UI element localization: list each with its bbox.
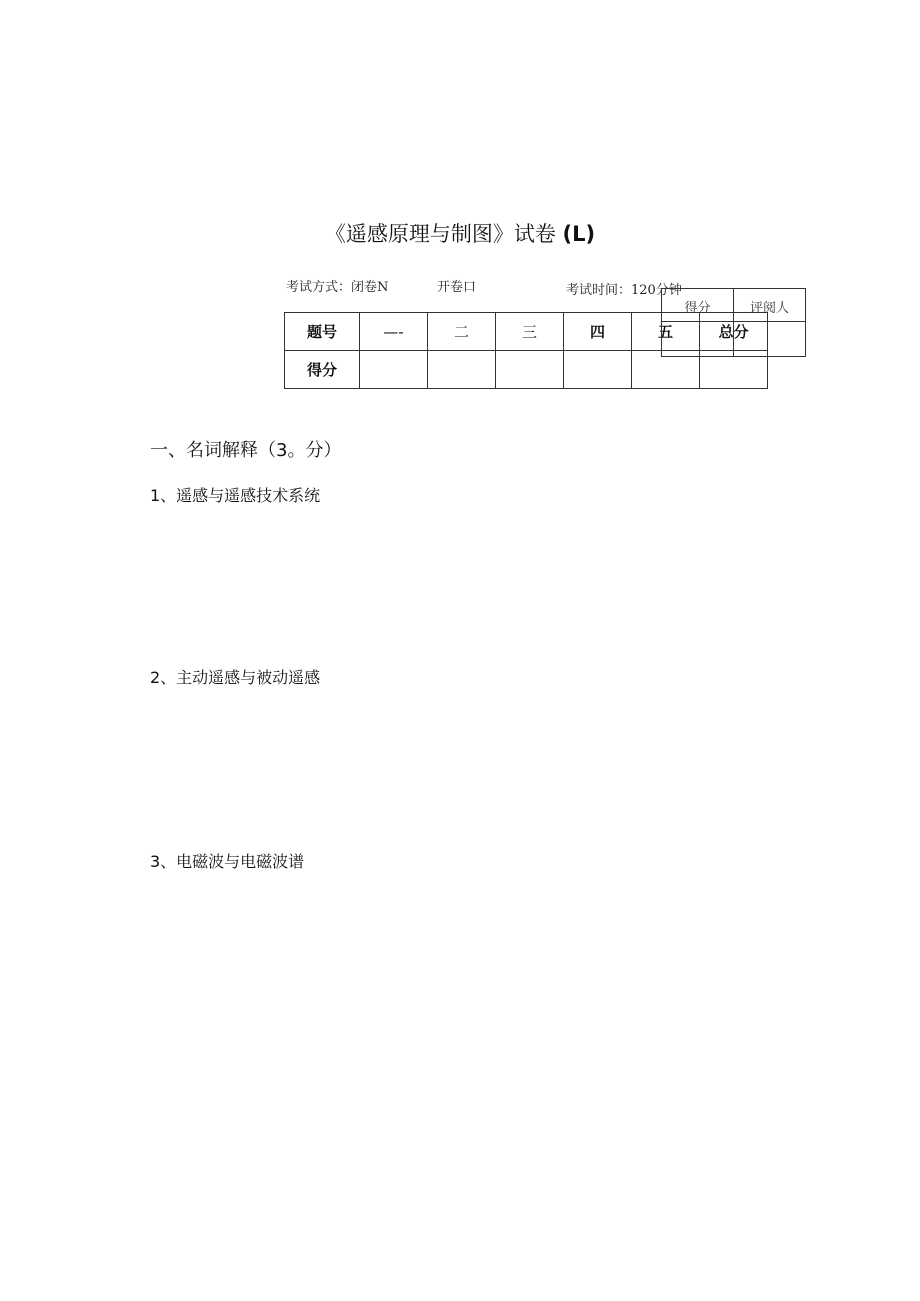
header-question-number: 题号: [285, 313, 360, 351]
header-q4: 四: [564, 313, 632, 351]
score-row-label: 得分: [285, 351, 360, 389]
exam-title: [0, 218, 920, 248]
grader-score-cell[interactable]: [662, 322, 734, 357]
exam-time: 考试时间：120分钟: [566, 283, 682, 298]
question-1: 1、遥感与遥感技术系统: [150, 486, 321, 505]
header-q5: 五: [632, 313, 700, 351]
question-3: 3、电磁波与电磁波谱: [150, 852, 305, 871]
header-total: 总分: [700, 313, 768, 351]
exam-title-main: 《遥感原理与制图》试卷: [324, 222, 556, 246]
score-cell-q4[interactable]: [564, 351, 632, 389]
grader-entry-row: [662, 322, 806, 357]
header-q1: —-: [360, 313, 428, 351]
exam-mode: 考试方式：闭卷N: [286, 280, 389, 295]
grader-score-header: 得分: [662, 289, 734, 322]
grader-header-row: [662, 289, 806, 322]
header-q2: 二: [428, 313, 496, 351]
question-2: 2、主动遥感与被动遥感: [150, 668, 321, 687]
exam-volume: (L): [562, 222, 596, 246]
grader-table: [661, 288, 806, 357]
score-cell-q3[interactable]: [496, 351, 564, 389]
score-cell-q1[interactable]: [360, 351, 428, 389]
exam-open-option: 开卷口: [437, 280, 477, 295]
grader-reviewer-cell[interactable]: [734, 322, 806, 357]
score-cell-q2[interactable]: [428, 351, 496, 389]
header-q3: 三: [496, 313, 564, 351]
grader-reviewer-header: 评阅人: [734, 289, 806, 322]
section-heading: 一、名词解释（3。分）: [150, 440, 342, 461]
